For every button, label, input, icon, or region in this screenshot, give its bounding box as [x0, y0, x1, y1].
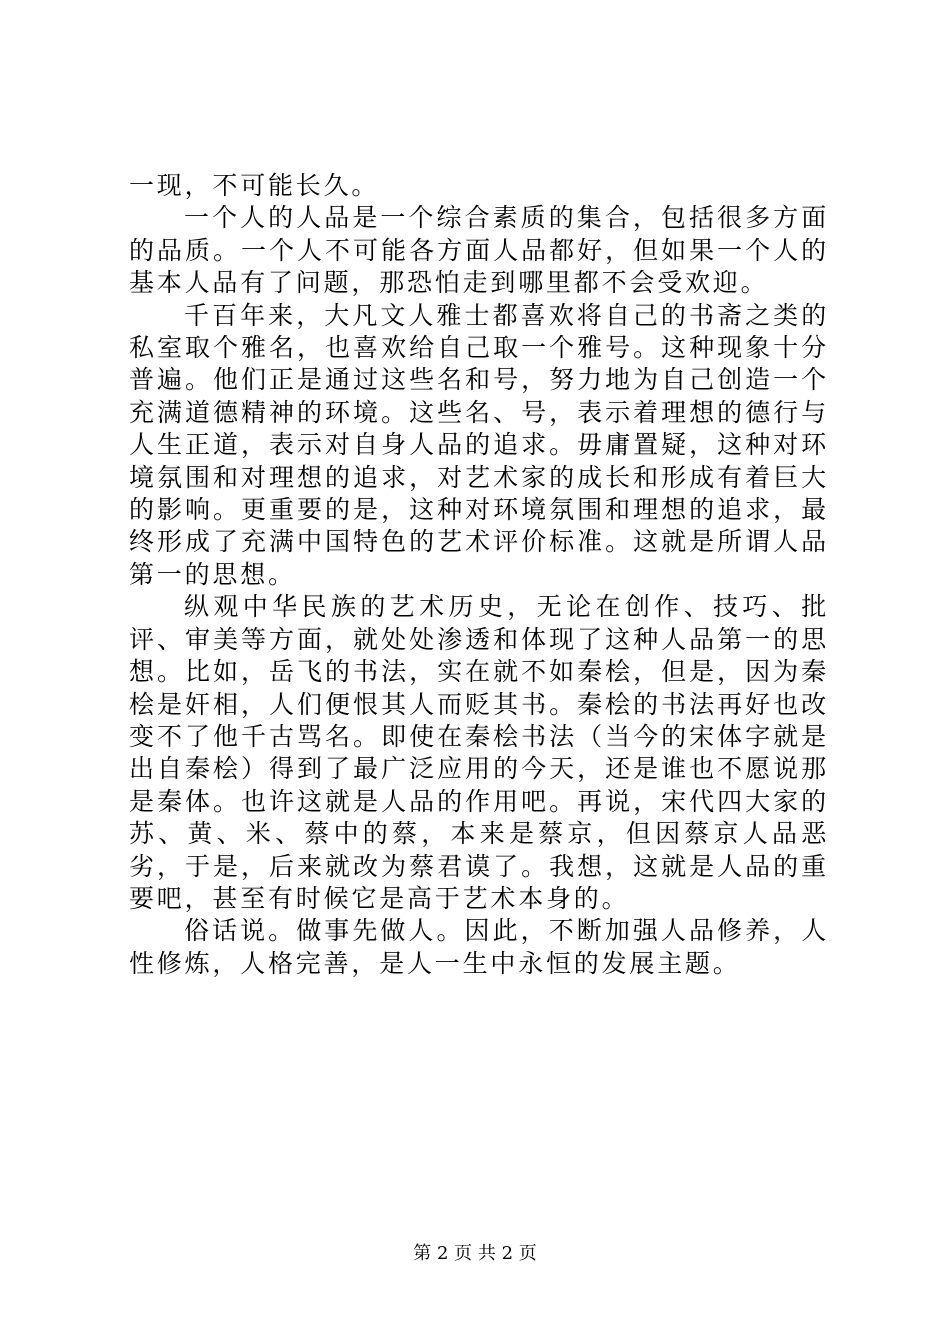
paragraph-1: 一现，不可能长久。 — [129, 171, 380, 200]
paragraph-4: 纵观中华民族的艺术历史，无论在创作、技巧、批评、审美等方面，就处处渗透和体现了这种人品第一的思想。比如，岳飞的书法，实在就不如秦桧，但是，因为秦桧是奸相，人们便恨其人而贬其书。秦桧的书法再好也改变不了他千古骂名。即使在秦桧书法（当今的宋体字就是出自秦桧）得到了最广泛应用的今天，还是谁也不愿说那是秦体。也许这就是人品的作用吧。再说，宋代四大家的苏、黄、米、蔡中的蔡，本来是蔡京，但因蔡京人品恶劣，于是，后来就改为蔡君谟了。我想，这就是人品的重要吧，甚至有时候它是高于艺术本身的。 — [129, 592, 829, 913]
document-body — [129, 170, 829, 980]
page-number-footer: 第 2 页 共 2 页 — [413, 1243, 537, 1264]
paragraph-2: 一个人的人品是一个综合素质的集合，包括很多方面的品质。一个人不可能各方面人品都好，但如果一个人的基本人品有了问题，那恐怕走到哪里都不会受欢迎。 — [129, 203, 829, 298]
paragraph-3: 千百年来，大凡文人雅士都喜欢将自己的书斋之类的私室取个雅名，也喜欢给自己取一个雅号。这种现象十分普遍。他们正是通过这些名和号，努力地为自己创造一个充满道德精神的环境。这些名、号，表示着理想的德行与人生正道，表示对自身人品的追求。毋庸置疑，这种对环境氛围和对理想的追求，对艺术家的成长和形成有着巨大的影响。更重要的是，这种对环境氛围和理想的追求，最终形成了充满中国特色的艺术评价标准。这就是所谓人品第一的思想。 — [129, 300, 829, 589]
paragraph-5: 俗话说。做事先做人。因此，不断加强人品修养，人性修炼，人格完善，是人一生中永恒的发展主题。 — [129, 916, 829, 978]
